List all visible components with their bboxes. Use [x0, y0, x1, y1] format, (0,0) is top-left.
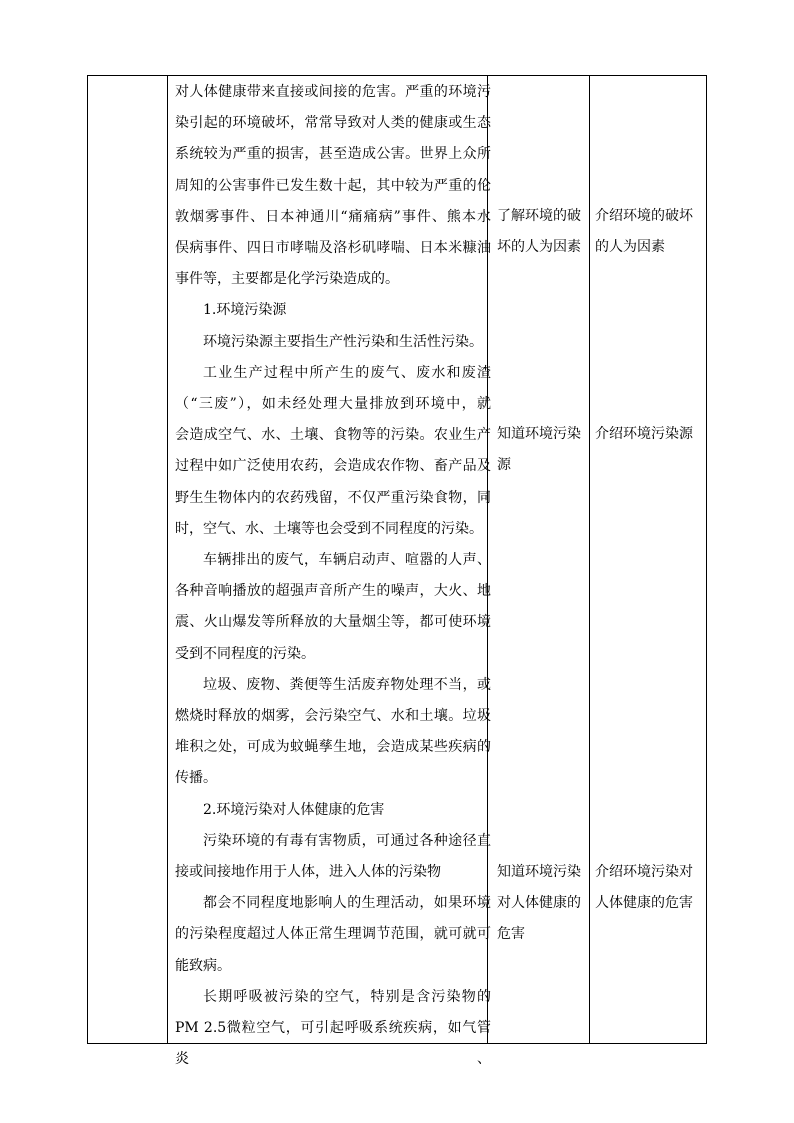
content-line: 污染环境的有毒有害物质，可通过各种途径直	[203, 832, 491, 849]
activity-line: 的人为因素	[595, 239, 665, 256]
content-line: 工业生产过程中所产生的废气、废水和废渣	[203, 364, 491, 381]
objective-line: 了解环境的破	[497, 208, 581, 224]
activity-cell-human-factors	[595, 201, 705, 263]
content-line: 受到不同程度的污染。	[175, 645, 315, 662]
content-line: （“三废”），如未经处理大量排放到环境中，就	[175, 396, 491, 413]
activity-cell-pollution-sources	[595, 419, 705, 450]
activity-line: 介绍环境污染源	[595, 426, 693, 442]
content-line: 堆积之处，可成为蚊蝇孳生地，会造成某些疾病的	[175, 739, 491, 756]
content-line: 长期呼吸被污染的空气，特别是含污染物的	[203, 988, 491, 1005]
content-line: 周知的公害事件已发生数十起，其中较为严重的伦	[175, 177, 491, 194]
objective-line: 知道环境污染	[497, 426, 581, 442]
content-line: 能致病。	[175, 957, 231, 974]
activity-line: 人体健康的危害	[595, 895, 693, 912]
content-line: 1.环境污染源	[203, 302, 287, 319]
objective-cell-health-hazards	[497, 857, 585, 951]
content-line: 2.环境污染对人体健康的危害	[203, 801, 385, 818]
objective-line: 坏的人为因素	[497, 239, 581, 256]
activity-line: 介绍环境的破坏	[595, 208, 693, 224]
objective-line: 知道环境污染	[497, 864, 581, 880]
content-line: 都会不同程度地影响人的生理活动，如果环境	[203, 895, 491, 912]
lesson-table	[87, 75, 707, 1068]
content-line: 震、火山爆发等所释放的大量烟尘等，都可使环境	[175, 614, 491, 631]
content-line: 垃圾、废物、粪便等生活废弃物处理不当，或	[203, 676, 491, 693]
content-line: 环境污染源主要指生产性污染和生活性污染。	[203, 333, 483, 350]
content-line: 对人体健康带来直接或间接的危害。严重的环境污	[175, 84, 491, 100]
content-line: 敦烟雾事件、日本神通川“痛痛病”事件、熊本水	[175, 208, 491, 225]
content-line: 传播。	[175, 770, 217, 787]
content-line: 各种音响播放的超强声音所产生的噪声，大火、地	[175, 583, 491, 600]
content-line: 燃烧时释放的烟雾，会污染空气、水和土壤。垃圾	[175, 708, 491, 725]
content-line: 染引起的环境破坏，常常导致对人类的健康或生态	[175, 115, 491, 132]
content-line: 会造成空气、水、土壤、食物等的污染。农业生产	[175, 427, 491, 444]
content-line: 接或间接地作用于人体，进入人体的污染物	[175, 864, 441, 881]
content-line: 俣病事件、四日市哮喘及洛杉矶哮喘、日本米糠油	[175, 240, 491, 257]
content-line: PM 2.5微粒空气，可引起呼吸系统疾病，如气管炎、	[175, 1020, 491, 1068]
content-line: 过程中如广泛使用农药，会造成农作物、畜产品及	[175, 458, 491, 475]
objective-cell-pollution-sources	[497, 419, 585, 481]
content-line: 时，空气、水、土壤等也会受到不同程度的污染。	[175, 520, 483, 537]
column-divider	[589, 76, 590, 1043]
content-line: 事件等，主要都是化学污染造成的。	[175, 271, 399, 288]
objective-line: 危害	[497, 926, 525, 943]
objective-line: 源	[497, 457, 511, 474]
activity-line: 介绍环境污染对	[595, 864, 693, 880]
column-divider	[167, 76, 168, 1043]
content-line: 的污染程度超过人体正常生理调节范围，就可就可	[175, 926, 491, 943]
content-line: 系统较为严重的损害，甚至造成公害。世界上众所	[175, 146, 491, 163]
content-line: 野生生物体内的农药残留，不仅严重污染食物，同	[175, 489, 491, 506]
content-line: 车辆排出的废气，车辆启动声、喧嚣的人声、	[203, 552, 491, 569]
activity-cell-health-hazards	[595, 857, 705, 919]
objective-line: 对人体健康的	[497, 895, 581, 912]
objective-cell-human-factors	[497, 201, 585, 263]
content-column	[175, 77, 491, 1076]
